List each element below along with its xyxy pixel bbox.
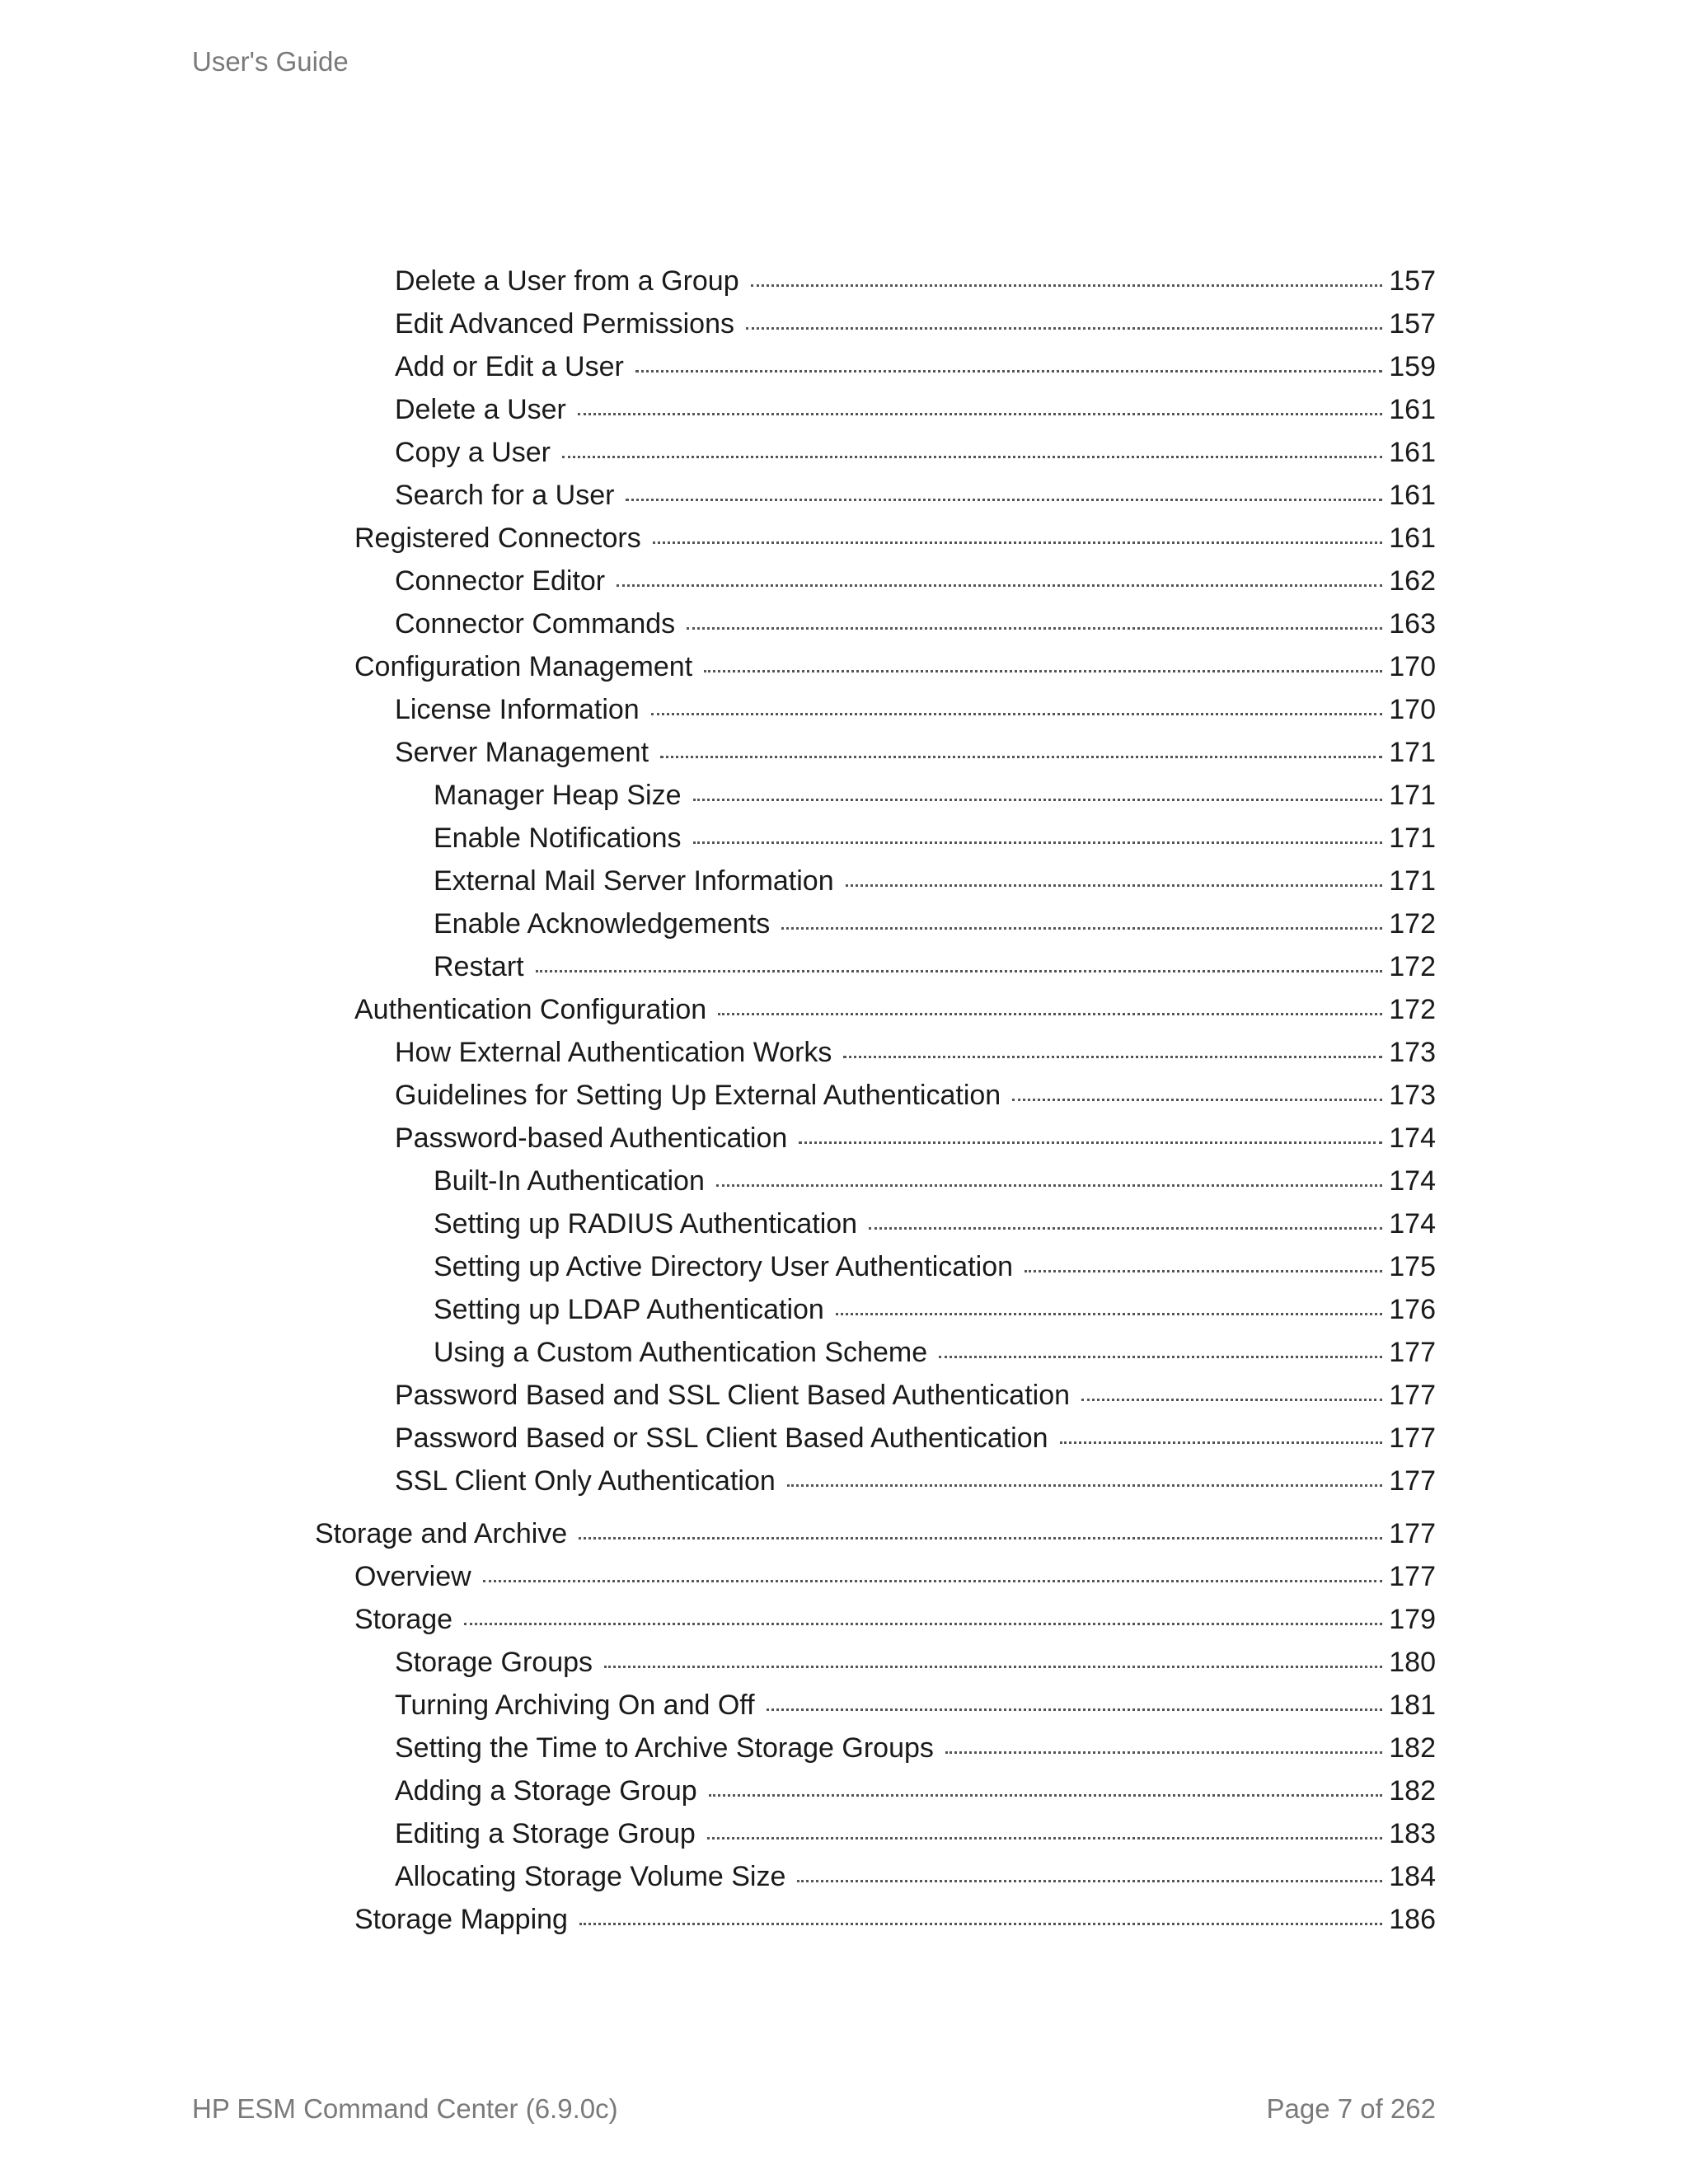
toc-entry-page-number: 186	[1389, 1904, 1436, 1935]
toc-entry-title: Edit Advanced Permissions	[395, 308, 734, 340]
toc-entry-page-number: 163	[1389, 608, 1436, 640]
toc-entry-title: Connector Editor	[395, 565, 606, 597]
toc-entry-title: Storage	[354, 1604, 453, 1635]
toc-entry-title: Turning Archiving On and Off	[395, 1690, 755, 1721]
toc-entry[interactable]	[395, 1812, 1436, 1855]
toc-entry-page-number: 177	[1389, 1561, 1436, 1592]
toc-entry[interactable]	[395, 1460, 1436, 1502]
toc-dot-leader	[799, 1141, 1382, 1144]
toc-entry-title: Registered Connectors	[354, 523, 641, 554]
toc-entry-title: Storage Mapping	[354, 1904, 568, 1935]
toc-entry-page-number: 183	[1389, 1818, 1436, 1849]
toc-dot-leader	[843, 1056, 1382, 1058]
toc-entry[interactable]	[395, 602, 1436, 645]
toc-entry-title: Adding a Storage Group	[395, 1775, 697, 1807]
toc-dot-leader	[693, 799, 1383, 801]
toc-entry-title: Delete a User from a Group	[395, 265, 739, 297]
toc-entry-title: Built-In Authentication	[434, 1165, 705, 1197]
toc-dot-leader	[746, 327, 1382, 330]
toc-entry-title: Setting up LDAP Authentication	[434, 1294, 824, 1325]
toc-dot-leader	[579, 1537, 1382, 1540]
toc-entry-title: Allocating Storage Volume Size	[395, 1861, 786, 1892]
toc-entry[interactable]	[395, 1031, 1436, 1074]
toc-entry-title: Configuration Management	[354, 651, 693, 682]
toc-entry[interactable]	[354, 1898, 1436, 1941]
toc-entry-title: Editing a Storage Group	[395, 1818, 696, 1849]
toc-dot-leader	[846, 884, 1383, 887]
toc-entry-page-number: 177	[1389, 1518, 1436, 1549]
toc-entry-page-number: 176	[1389, 1294, 1436, 1325]
toc-entry-page-number: 170	[1389, 651, 1436, 682]
toc-entry-page-number: 159	[1389, 351, 1436, 382]
toc-entry[interactable]	[395, 1374, 1436, 1417]
toc-dot-leader	[1081, 1399, 1382, 1401]
toc-dot-leader	[751, 284, 1383, 287]
toc-entry-page-number: 157	[1389, 308, 1436, 340]
toc-entry-page-number: 175	[1389, 1251, 1436, 1282]
toc-entry-page-number: 171	[1389, 823, 1436, 854]
toc-dot-leader	[767, 1708, 1383, 1711]
toc-entry-page-number: 177	[1389, 1422, 1436, 1454]
toc-entry-page-number: 177	[1389, 1465, 1436, 1497]
toc-entry-page-number: 174	[1389, 1208, 1436, 1240]
toc-dot-leader	[604, 1666, 1382, 1668]
toc-entry[interactable]	[434, 774, 1436, 817]
toc-dot-leader	[562, 456, 1382, 458]
toc-dot-leader	[939, 1356, 1382, 1358]
toc-dot-leader	[1025, 1270, 1382, 1272]
toc-entry-title: Delete a User	[395, 394, 566, 425]
toc-entry-title: License Information	[395, 694, 640, 725]
toc-entry-page-number: 180	[1389, 1647, 1436, 1678]
toc-dot-leader	[578, 413, 1382, 415]
toc-dot-leader	[787, 1484, 1382, 1487]
toc-dot-leader	[617, 584, 1382, 587]
toc-dot-leader	[707, 1837, 1382, 1840]
toc-dot-leader	[464, 1623, 1382, 1625]
toc-dot-leader	[718, 1013, 1382, 1015]
toc-entry[interactable]	[395, 1684, 1436, 1727]
toc-entry-title: Guidelines for Setting Up External Authentication	[395, 1080, 1001, 1111]
toc-dot-leader	[651, 713, 1383, 715]
toc-entry-page-number: 171	[1389, 865, 1436, 897]
toc-dot-leader	[781, 927, 1382, 930]
toc-dot-leader	[579, 1923, 1382, 1925]
toc-entry[interactable]	[395, 260, 1436, 302]
toc-dot-leader	[704, 670, 1382, 673]
toc-entry-title: Storage Groups	[395, 1647, 593, 1678]
toc-entry-title: Using a Custom Authentication Scheme	[434, 1337, 928, 1368]
toc-entry-title: Setting up Active Directory User Authentication	[434, 1251, 1014, 1282]
toc-entry-title: External Mail Server Information	[434, 865, 834, 897]
toc-dot-leader	[653, 541, 1383, 544]
toc-entry[interactable]	[395, 1727, 1436, 1769]
toc-dot-leader	[945, 1751, 1382, 1754]
toc-entry-title: Enable Acknowledgements	[434, 908, 771, 940]
toc-entry-page-number: 170	[1389, 694, 1436, 725]
toc-entry[interactable]	[395, 1855, 1436, 1898]
toc-entry[interactable]	[395, 345, 1436, 388]
toc-entry-page-number: 162	[1389, 565, 1436, 597]
toc-entry[interactable]	[395, 1641, 1436, 1684]
toc-entry-page-number: 174	[1389, 1122, 1436, 1154]
toc-entry[interactable]	[434, 1160, 1436, 1202]
toc-dot-leader	[1060, 1441, 1383, 1444]
footer-page-number: Page 7 of 262	[1266, 2093, 1436, 2124]
running-header: User's Guide	[192, 46, 349, 77]
toc-dot-leader	[797, 1880, 1382, 1882]
toc-entry-page-number: 173	[1389, 1037, 1436, 1068]
toc-entry-title: Setting the Time to Archive Storage Groups	[395, 1732, 934, 1764]
toc-entry[interactable]	[354, 1598, 1436, 1641]
toc-entry-page-number: 173	[1389, 1080, 1436, 1111]
toc-entry[interactable]	[395, 1417, 1436, 1460]
toc-entry-page-number: 177	[1389, 1337, 1436, 1368]
toc-entry-title: Password Based and SSL Client Based Authentication	[395, 1380, 1071, 1411]
toc-entry[interactable]	[315, 1512, 1436, 1555]
toc-entry[interactable]	[354, 1555, 1436, 1598]
toc-entry[interactable]	[434, 945, 1436, 988]
toc-dot-leader	[693, 841, 1383, 844]
toc-dot-leader	[716, 1184, 1382, 1187]
toc-entry-title: Password Based or SSL Client Based Authentication	[395, 1422, 1048, 1454]
toc-dot-leader	[869, 1227, 1382, 1230]
toc-entry-page-number: 161	[1389, 480, 1436, 511]
toc-entry-page-number: 184	[1389, 1861, 1436, 1892]
toc-entry[interactable]	[395, 431, 1436, 474]
toc-entry-title: SSL Client Only Authentication	[395, 1465, 776, 1497]
toc-entry[interactable]	[434, 1331, 1436, 1374]
toc-entry-page-number: 161	[1389, 437, 1436, 468]
toc-entry-page-number: 181	[1389, 1690, 1436, 1721]
toc-dot-leader	[660, 756, 1382, 758]
toc-entry[interactable]	[354, 645, 1436, 688]
toc-entry-title: Manager Heap Size	[434, 780, 682, 811]
toc-entry[interactable]	[395, 1117, 1436, 1160]
toc-entry[interactable]	[434, 1202, 1436, 1245]
toc-entry-title: Overview	[354, 1561, 471, 1592]
toc-entry[interactable]	[434, 1245, 1436, 1288]
toc-entry[interactable]	[395, 1074, 1436, 1117]
toc-entry[interactable]	[395, 1769, 1436, 1812]
toc-dot-leader	[687, 627, 1382, 630]
toc-entry-page-number: 182	[1389, 1775, 1436, 1807]
toc-dot-leader	[536, 970, 1383, 972]
toc-entry-page-number: 172	[1389, 908, 1436, 940]
running-footer	[192, 2093, 1436, 2125]
toc-dot-leader	[635, 370, 1382, 373]
toc-entry-page-number: 171	[1389, 737, 1436, 768]
toc-entry-title: How External Authentication Works	[395, 1037, 832, 1068]
toc-entry[interactable]	[395, 302, 1436, 345]
toc-entry-title: Copy a User	[395, 437, 551, 468]
toc-entry[interactable]	[434, 860, 1436, 902]
toc-dot-leader	[483, 1580, 1383, 1582]
toc-entry-page-number: 174	[1389, 1165, 1436, 1197]
toc-entry[interactable]	[354, 988, 1436, 1031]
toc-entry[interactable]	[354, 517, 1436, 560]
toc-entry-page-number: 171	[1389, 780, 1436, 811]
toc-entry[interactable]	[395, 560, 1436, 602]
toc-entry-title: Password-based Authentication	[395, 1122, 788, 1154]
toc-entry[interactable]	[395, 731, 1436, 774]
toc-entry-title: Add or Edit a User	[395, 351, 624, 382]
toc-entry[interactable]	[434, 902, 1436, 945]
toc-entry[interactable]	[395, 388, 1436, 431]
toc-entry-title: Setting up RADIUS Authentication	[434, 1208, 858, 1240]
toc-entry-page-number: 172	[1389, 994, 1436, 1025]
toc-entry-page-number: 182	[1389, 1732, 1436, 1764]
toc-dot-leader	[709, 1794, 1383, 1797]
toc-entry-title: Storage and Archive	[315, 1518, 568, 1549]
toc-dot-leader	[836, 1313, 1382, 1315]
toc-entry-page-number: 179	[1389, 1604, 1436, 1635]
toc-entry[interactable]	[395, 688, 1436, 731]
toc-entry-title: Server Management	[395, 737, 649, 768]
toc-dot-leader	[1012, 1099, 1382, 1101]
toc-entry[interactable]	[434, 817, 1436, 860]
toc-dot-leader	[626, 499, 1382, 501]
toc-entry-title: Enable Notifications	[434, 823, 682, 854]
toc-entry-title: Connector Commands	[395, 608, 676, 640]
toc-entry[interactable]	[434, 1288, 1436, 1331]
toc-entry-page-number: 161	[1389, 394, 1436, 425]
toc-entry-title: Authentication Configuration	[354, 994, 707, 1025]
footer-product: HP ESM Command Center (6.9.0c)	[192, 2093, 618, 2124]
toc-entry[interactable]	[395, 474, 1436, 517]
toc-entry-title: Search for a User	[395, 480, 615, 511]
toc-entry-page-number: 157	[1389, 265, 1436, 297]
toc-entry-page-number: 161	[1389, 523, 1436, 554]
toc-entry-title: Restart	[434, 951, 524, 982]
toc-entry-page-number: 172	[1389, 951, 1436, 982]
toc-entry-page-number: 177	[1389, 1380, 1436, 1411]
